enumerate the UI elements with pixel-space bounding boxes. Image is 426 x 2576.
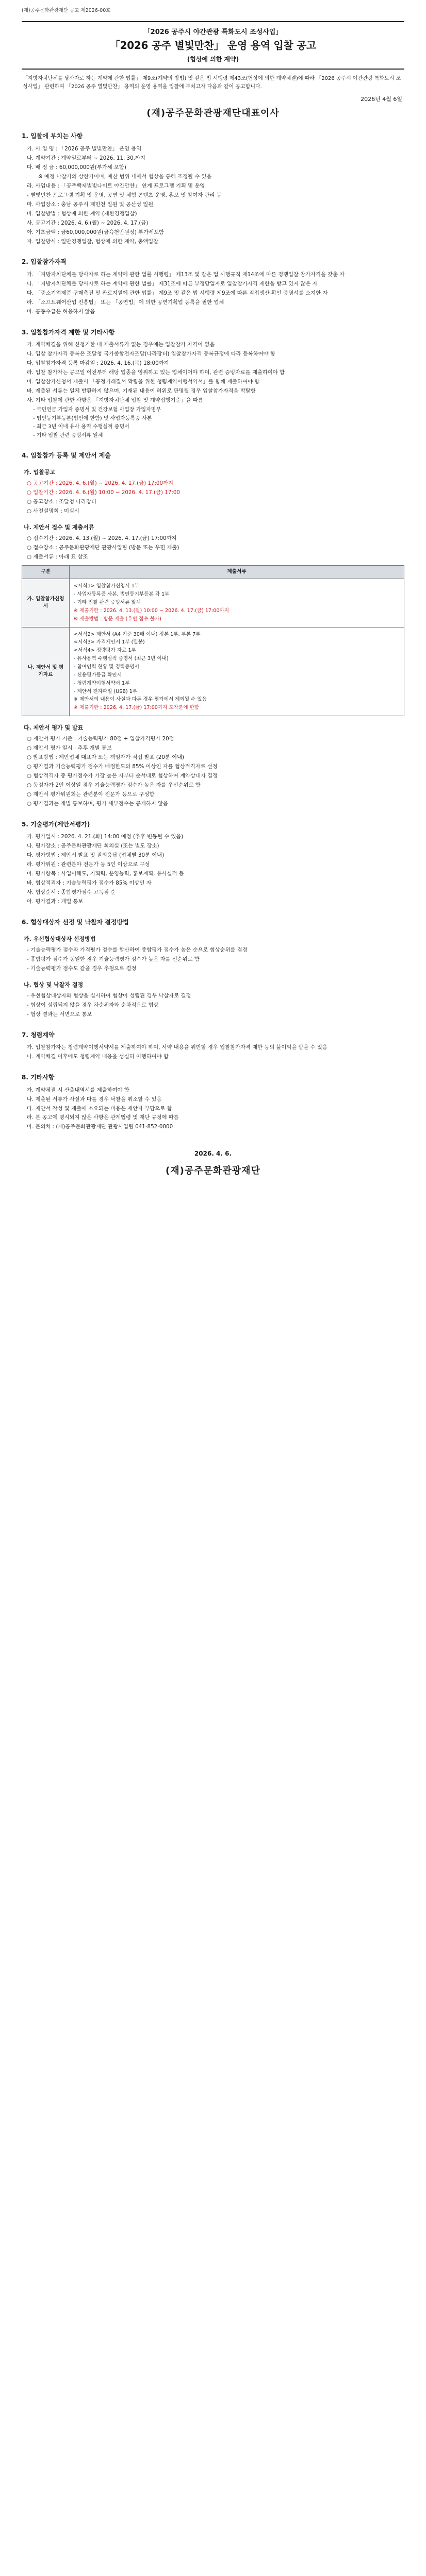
list-item: 다. 제안서 작성 및 제출에 소요되는 비용은 제안자 부담으로 함 bbox=[27, 1105, 172, 1112]
list-item: 마. 입찰참가신청서 제출시 「공정거래질서 확립을 위한 청렴계약이행서약서」를 함께 제출하여야 함 bbox=[27, 379, 260, 385]
section-4-title: 4. 입찰참가 등록 및 제안서 제출 bbox=[22, 452, 111, 460]
list-item: 가. 「지방자치단체를 당사자로 하는 계약에 관한 법률 시행령」 제13조 및 같은 법 시행규칙 제14조에 따른 경쟁입찰 참가자격을 갖춘 자 bbox=[27, 272, 345, 278]
list-item: ○ 입찰기간 : 2026. 4. 6.(월) 10:00 ~ 2026. 4. 17.(금) 17:00 bbox=[27, 489, 180, 496]
doc-deadline: ※ 제출기한 : 2026. 4. 13.(월) 10:00 ~ 2026. 4. 17.(금) 17:00까지 bbox=[74, 607, 230, 614]
doc-deadline: ※ 제출기한 : 2026. 4. 17.(금) 17:00까지 도착분에 한함 bbox=[74, 705, 200, 711]
list-item: 다. 입찰참가자격 등록 마감일 : 2026. 4. 16.(목) 18:00까지 bbox=[27, 360, 169, 367]
list-item: - 국민연금 가입자 증명서 및 건강보험 사업장 가입자명부 bbox=[33, 407, 161, 413]
list-item: 사. 기타 입찰에 관한 사항은 「지방자치단체 입찰 및 계약집행기준」을 따름 bbox=[27, 397, 203, 404]
agency-name: (재)공주문화관광재단대표이사 bbox=[146, 107, 280, 118]
list-item: ○ 접수장소 : 공주문화관광재단 관광사업팀 (방문 또는 우편 제출) bbox=[27, 544, 179, 551]
list-item: - 기술능력평가 점수도 같을 경우 추첨으로 결정 bbox=[27, 965, 137, 972]
sign-org: (재)공주문화관광재단 bbox=[166, 1165, 260, 1176]
doc-line: ※ 제안서의 내용이 사실과 다른 경우 평가에서 제외될 수 있음 bbox=[74, 697, 207, 703]
list-item: 아. 기초금액 : 금60,000,000원(금육천만원정) 부가세포함 bbox=[27, 229, 164, 235]
section-6b-list bbox=[22, 992, 404, 1019]
doc-line: <서식3> 가격제안서 1부 (밀봉) bbox=[74, 639, 145, 646]
list-item: - 기타 입찰 관련 증빙서류 일체 bbox=[33, 432, 103, 438]
section-6a-title: 가. 우선협상대상자 선정방법 bbox=[24, 935, 96, 942]
section-1-list bbox=[22, 145, 404, 246]
list-item: - 최근 3년 이내 유사 용역 수행실적 증명서 bbox=[33, 424, 129, 430]
section-6-title: 6. 협상대상자 선정 및 낙찰자 결정방법 bbox=[22, 919, 129, 926]
list-item: - 협상이 성립되지 않을 경우 차순위자와 순차적으로 협상 bbox=[27, 1002, 159, 1008]
list-item: ○ 제안서 평가 일시 : 추후 개별 통보 bbox=[27, 745, 112, 752]
list-item: - 협상 결과는 서면으로 통보 bbox=[27, 1011, 92, 1018]
doc-line: - 제안서 전자파일 (USB) 1부 bbox=[74, 688, 138, 694]
section-3-sublist bbox=[22, 406, 404, 439]
list-item: - 법인등기부등본(법인에 한함) 및 사업자등록증 사본 bbox=[33, 415, 152, 421]
section-7-list bbox=[22, 1044, 404, 1061]
table-cell-category: 나. 제안서 및 평가자료 bbox=[22, 627, 70, 716]
list-item: ※ 예정 낙찰가의 상한가이며, 예산 범위 내에서 협상을 통해 조정될 수 있음 bbox=[38, 173, 212, 180]
doc-line: <서식2> 제안서 (A4 기준 30매 이내) 정본 1부, 부본 7부 bbox=[74, 631, 201, 637]
list-item: 아. 평가결과 : 개별 통보 bbox=[27, 899, 84, 905]
list-item: 마. 사업장소 : 충남 공주시 제민천 일원 및 공산성 일원 bbox=[27, 201, 154, 208]
section-4a-title: 가. 입찰공고 bbox=[24, 468, 56, 476]
section-4c-title: 다. 제안서 평가 및 발표 bbox=[24, 724, 84, 732]
list-item: ○ 동점자가 2인 이상일 경우 기술능력평가 점수가 높은 자를 우선순위로 함 bbox=[27, 782, 201, 789]
submission-table bbox=[22, 565, 404, 716]
list-item: ○ 공고장소 : 조달청 나라장터 bbox=[27, 498, 96, 505]
list-item: ○ 공고기간 : 2026. 4. 6.(월) ~ 2026. 4. 17.(금) 17:00까지 bbox=[27, 480, 173, 486]
section-8-title: 8. 기타사항 bbox=[22, 1074, 55, 1081]
list-item: 다. 배 정 금 : 60,000,000원(부가세 포함) bbox=[27, 164, 126, 171]
list-item: 바. 협상적격자 : 기술능력평가 점수가 85% 이상인 자 bbox=[27, 880, 152, 887]
list-item: 나. 평가장소 : 공주문화관광재단 회의실 (또는 별도 장소) bbox=[27, 843, 159, 850]
list-item: 가. 입찰참가자는 청렴계약이행서약서를 제출하여야 하며, 서약 내용을 위반할 경우 입찰참가자격 제한 등의 불이익을 받을 수 있음 bbox=[27, 1044, 327, 1051]
list-item: 다. 「중소기업제품 구매촉진 및 판로지원에 관한 법률」 제9조 및 같은 법 시행령 제9조에 따른 직접생산 확인 증명서를 소지한 자 bbox=[27, 290, 328, 296]
page-title: 「2026 공주 별빛만찬」 운영 용역 입찰 공고 bbox=[109, 39, 317, 52]
list-item: 나. 계약기간 : 계약일로부터 ~ 2026. 11. 30.까지 bbox=[27, 155, 145, 161]
table-cell-docs bbox=[70, 627, 404, 716]
list-item: 사. 공고기간 : 2026. 4. 6.(월) ~ 2026. 4. 17.(금) bbox=[27, 219, 149, 226]
list-item: ○ 협상적격자 중 평가점수가 가장 높은 자부터 순서대로 협상하여 계약상대자 결정 bbox=[27, 773, 218, 779]
list-item: 나. 제출된 서류가 사실과 다를 경우 낙찰을 취소할 수 있음 bbox=[27, 1096, 162, 1103]
list-item: 마. 공동수급은 허용하지 않음 bbox=[27, 308, 95, 315]
table-cell-category: 가. 입찰참가신청서 bbox=[22, 579, 70, 627]
table-row bbox=[22, 579, 404, 627]
list-item: 마. 문의처 : (재)공주문화관광재단 관광사업팀 041-852-0000 bbox=[27, 1124, 173, 1130]
list-item: 라. 「소프트웨어산업 진흥법」 또는 「공연법」에 의한 공연기획업 등록을 필한 업체 bbox=[27, 299, 224, 306]
table-header-docs: 제출서류 bbox=[70, 566, 404, 579]
doc-line: - 사업자등록증 사본, 법인등기부등본 각 1부 bbox=[74, 591, 170, 598]
list-item: 마. 평가항목 : 사업이해도, 기획력, 운영능력, 홍보계획, 유사실적 등 bbox=[27, 871, 184, 877]
list-item: 자. 입찰방식 : 일반경쟁입찰, 협상에 의한 계약, 총액입찰 bbox=[27, 238, 159, 245]
title-pre: 「2026 공주시 야간관광 특화도시 조성사업」 bbox=[143, 28, 283, 36]
list-item: 라. 사업내용 : 「공주백제별빛나이트 야간만찬」 연계 프로그램 기획 및 운영 bbox=[27, 182, 205, 189]
doc-deadline: ※ 제출방법 : 방문 제출 (우편 접수 불가) bbox=[74, 616, 161, 622]
list-item: - 종합평가 점수가 동일한 경우 기술능력평가 점수가 높은 자를 선순위로 함 bbox=[27, 956, 200, 962]
section-2-list bbox=[22, 271, 404, 316]
section-6a-list bbox=[22, 946, 404, 973]
list-item: 나. 계약체결 이후에도 청렴계약 내용을 성실히 이행하여야 함 bbox=[27, 1054, 169, 1060]
section-4b-list bbox=[22, 535, 404, 562]
list-item: 가. 계약체결 시 산출내역서를 제출하여야 함 bbox=[27, 1087, 129, 1093]
list-item: ○ 발표방법 : 제안업체 대표자 또는 책임자가 직접 발표 (20분 이내) bbox=[27, 754, 185, 761]
notice-date: 2026년 4월 6일 bbox=[361, 96, 402, 103]
list-item: - 기술능력평가 점수와 가격평가 점수를 합산하여 종합평가 점수가 높은 순으로 협상순위를 결정 bbox=[27, 946, 248, 953]
title-box bbox=[22, 21, 404, 70]
list-item: 라. 본 공고에 명시되지 않은 사항은 관계법령 및 재단 규정에 따름 bbox=[27, 1114, 179, 1121]
section-5-title: 5. 기술평가(제안서평가) bbox=[22, 820, 90, 828]
list-item: 가. 계약체결을 위해 신청기한 내 제출서류가 없는 경우에는 입찰참가 자격이 없음 bbox=[27, 342, 215, 348]
section-1-title: 1. 입찰에 부치는 사항 bbox=[22, 132, 83, 140]
doc-line: - 청렴계약이행서약서 1부 bbox=[74, 680, 130, 686]
section-7-title: 7. 청렴계약 bbox=[22, 1031, 55, 1039]
list-item: ○ 평가결과는 개별 통보하며, 평가 세부점수는 공개하지 않음 bbox=[27, 800, 168, 807]
doc-line: - 신용평가등급 확인서 bbox=[74, 672, 122, 678]
list-item: 라. 입찰 참가자는 공고일 이전부터 해당 업종을 영위하고 있는 업체이어야 하며, 관련 증빙자료를 제출하여야 함 bbox=[27, 369, 285, 376]
section-4b-title: 나. 제안서 접수 및 제출서류 bbox=[24, 523, 94, 531]
doc-line: - 기타 입찰 관련 증빙서류 일체 bbox=[74, 600, 141, 606]
list-item: - 우선협상대상자와 협상을 실시하여 협상이 성립된 경우 낙찰자로 결정 bbox=[27, 992, 191, 999]
list-item: 가. 평가일시 : 2026. 4. 21.(화) 14:00 예정 (추후 변동될 수 있음) bbox=[27, 834, 184, 840]
list-item: ○ 평가결과 기술능력평가 점수가 배점한도의 85% 이상인 자를 협상적격자로 선정 bbox=[27, 764, 218, 770]
list-item: 가. 사 업 명 : 「2026 공주 별빛만찬」 운영 용역 bbox=[27, 145, 142, 152]
doc-line: - 참여인력 현황 및 경력증명서 bbox=[74, 664, 139, 670]
list-item: ○ 제안서 평가위원회는 관련분야 전문가 등으로 구성함 bbox=[27, 791, 155, 798]
table-header-cat: 구분 bbox=[22, 566, 70, 579]
list-item: 나. 입찰 참가자격 등록은 조달청 국가종합전자조달(나라장터) 입찰참가자격 등록규정에 따라 등록하여야 함 bbox=[27, 351, 275, 358]
doc-line: <서식4> 정량평가 자료 1부 bbox=[74, 648, 136, 654]
table-cell-docs bbox=[70, 579, 404, 627]
notice-ref: (재)공주문화관광재단 공고 제2026-00호 bbox=[22, 8, 111, 13]
list-item: ○ 사전설명회 : 미실시 bbox=[27, 507, 79, 514]
doc-line: - 유사용역 수행실적 증명서 (최근 3년 이내) bbox=[74, 656, 169, 662]
table-row bbox=[22, 627, 404, 716]
doc-line: <서식1> 입찰참가신청서 1부 bbox=[74, 583, 140, 589]
list-item: 다. 평가방법 : 제안서 발표 및 질의응답 (업체별 30분 이내) bbox=[27, 852, 165, 859]
title-sub: (협상에 의한 계약) bbox=[187, 55, 239, 63]
list-item: 바. 제출된 서류는 일체 반환하지 않으며, 기재된 내용이 허위로 판명될 경우 입찰참가자격을 박탈함 bbox=[27, 388, 256, 395]
list-item: 라. 평가위원 : 관련분야 전문가 등 5인 이상으로 구성 bbox=[27, 861, 150, 868]
section-6b-title: 나. 협상 및 낙찰자 결정 bbox=[24, 981, 84, 988]
list-item: ○ 제안서 평가 기준 : 기술능력평가 80점 + 입찰가격평가 20점 bbox=[27, 736, 174, 742]
list-item: 사. 협상순서 : 종합평가점수 고득점 순 bbox=[27, 889, 116, 896]
list-item: ○ 제출서류 : 아래 표 참조 bbox=[27, 553, 88, 560]
list-item: 나. 「지방자치단체를 당사자로 하는 계약에 관한 법률」 제31조에 따른 부정당업자로 입찰참가자격 제한을 받고 있지 않은 자 bbox=[27, 281, 318, 287]
list-item: 바. 입찰방법 : 협상에 의한 계약 (제한경쟁입찰) bbox=[27, 210, 137, 217]
section-3-title: 3. 입찰참가자격 제한 및 기타사항 bbox=[22, 328, 115, 336]
section-4c-list bbox=[22, 735, 404, 808]
section-4a-list bbox=[22, 480, 404, 516]
list-item: ○ 접수기간 : 2026. 4. 13.(월) ~ 2026. 4. 17.(금) 17:00까지 bbox=[27, 535, 177, 541]
sign-date: 2026. 4. 6. bbox=[194, 1150, 232, 1158]
section-8-list bbox=[22, 1087, 404, 1132]
section-2-title: 2. 입찰참가자격 bbox=[22, 258, 67, 266]
intro-text: 「지방자치단체를 당사자로 하는 계약에 관한 법률」 제9조(계약의 방법) 및 같은 법 시행령 제43조(협상에 의한 계약체결)에 따라 「2026 공주시 야간관광 특화도시 조성사업」 관련하여 「2026 공주 별빛만찬」 용역의 운영 용역을 입찰에 부치고자 다음과 같이 공고합니다. bbox=[23, 76, 401, 90]
section-5-list bbox=[22, 833, 404, 906]
list-item: - 별빛만찬 프로그램 기획 및 운영, 공연 및 체험 콘텐츠 운영, 홍보 및 참여자 관리 등 bbox=[27, 192, 222, 198]
section-3-list bbox=[22, 341, 404, 405]
